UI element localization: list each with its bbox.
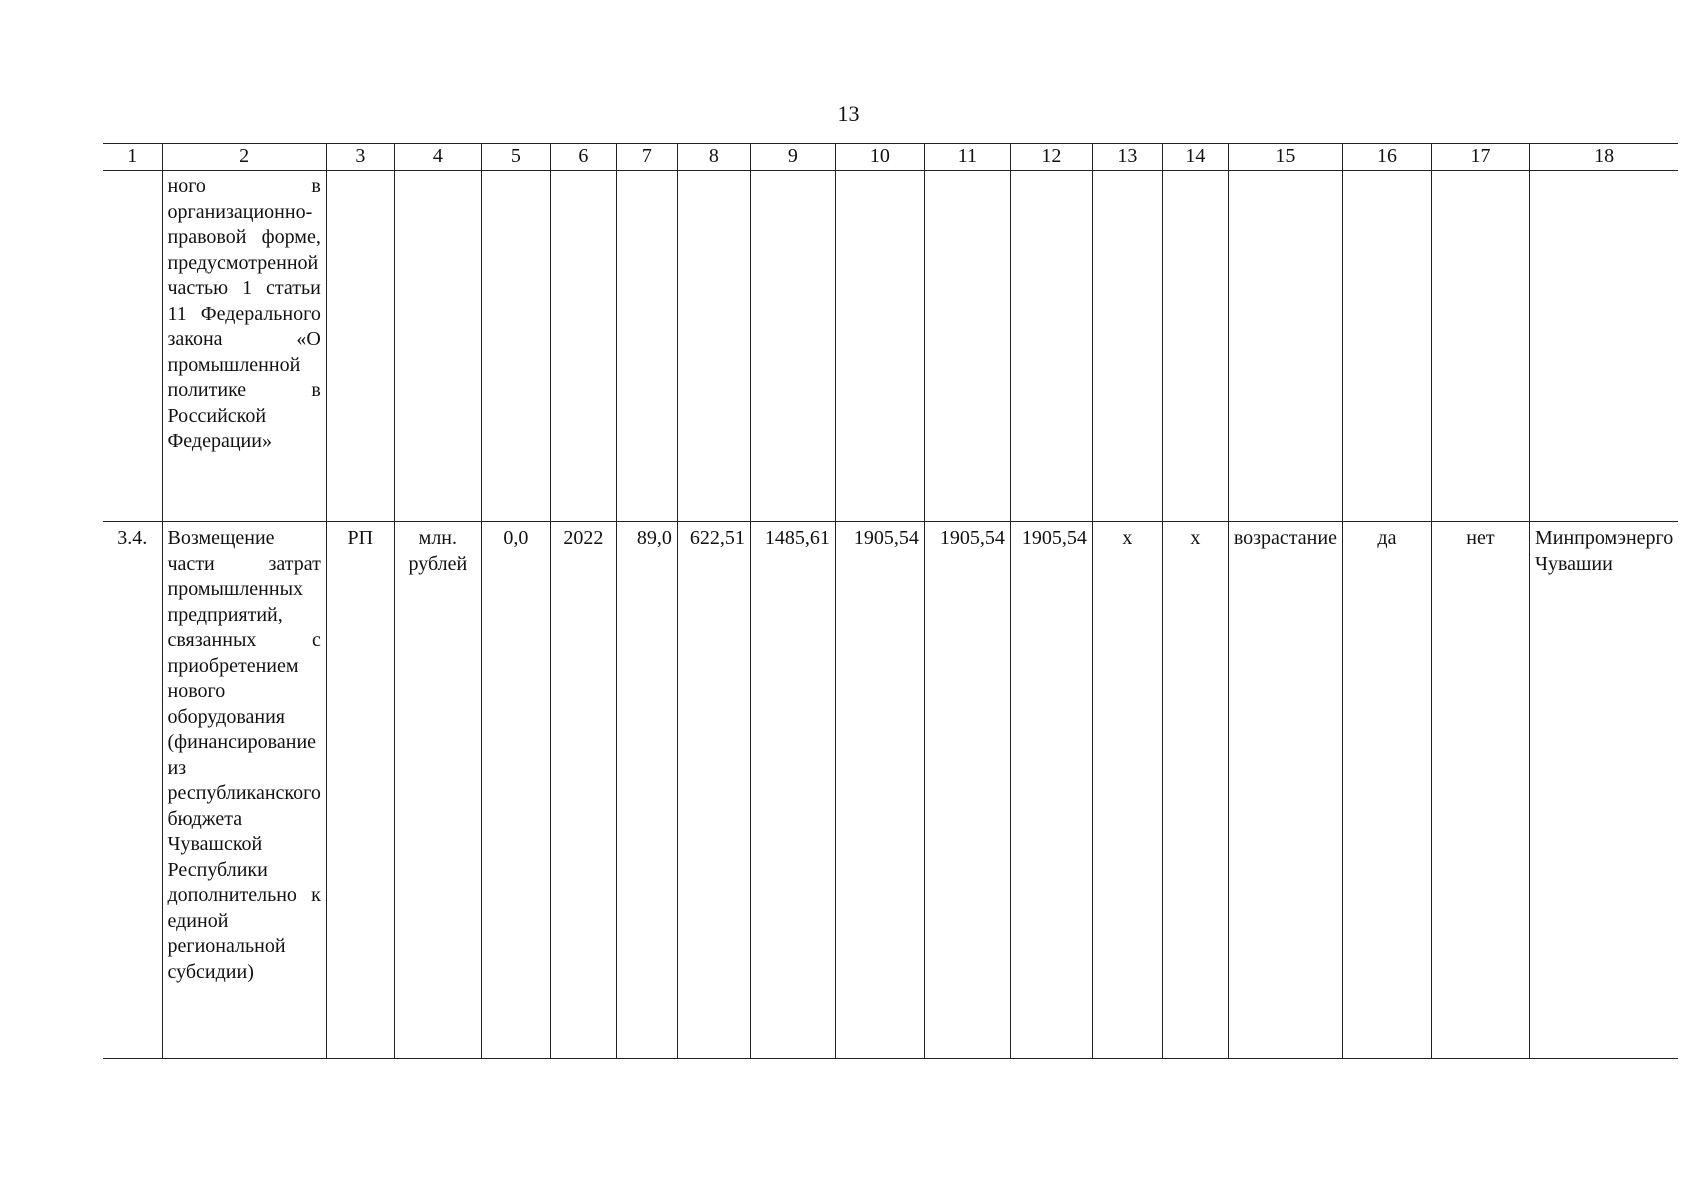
value-cell: 1905,54 — [924, 522, 1010, 1059]
header-row — [103, 144, 1678, 171]
mark-cell: х — [1092, 522, 1162, 1059]
row-number-cell: 3.4. — [103, 522, 162, 1059]
value-cell: 1905,54 — [835, 522, 924, 1059]
column-header: 3 — [326, 144, 394, 171]
table-cell — [481, 171, 550, 522]
column-header: 5 — [481, 144, 550, 171]
column-header: 11 — [924, 144, 1010, 171]
description-cell: ного в организационно-правовой форме, предусмотренной частью 1 статьи 11 Федерального закона «О промышленной политике в Российской Федерации» — [162, 171, 326, 522]
column-header: 7 — [616, 144, 677, 171]
table-cell — [677, 171, 750, 522]
value-cell: 89,0 — [616, 522, 677, 1059]
value-cell: 1905,54 — [1010, 522, 1092, 1059]
flag-cell: нет — [1431, 522, 1529, 1059]
column-header: 12 — [1010, 144, 1092, 171]
indicators-table — [103, 143, 1678, 1059]
column-header: 4 — [394, 144, 481, 171]
value-cell: 622,51 — [677, 522, 750, 1059]
column-header: 16 — [1342, 144, 1431, 171]
trend-cell: возрастание — [1228, 522, 1342, 1059]
flag-cell: да — [1342, 522, 1431, 1059]
column-header: 17 — [1431, 144, 1529, 171]
table-cell — [550, 171, 616, 522]
table-cell — [1431, 171, 1529, 522]
table-cell — [1010, 171, 1092, 522]
table-cell — [924, 171, 1010, 522]
row-number-cell — [103, 171, 162, 522]
table-cell — [1529, 171, 1678, 522]
table-cell — [394, 171, 481, 522]
table-cell — [1162, 171, 1228, 522]
column-header: 18 — [1529, 144, 1678, 171]
column-header: 2 — [162, 144, 326, 171]
table-cell — [616, 171, 677, 522]
page-number: 13 — [837, 101, 860, 126]
column-header: 13 — [1092, 144, 1162, 171]
table-cell — [1092, 171, 1162, 522]
table-cell — [1228, 171, 1342, 522]
description-cell: Возмещение части затрат промышленных предприятий, связанных с приобретением нового оборудования (финансирование из республиканского бюджета Чувашской Республики дополнительно к единой региональной субсидии) — [162, 522, 326, 1059]
column-header: 8 — [677, 144, 750, 171]
mark-cell: х — [1162, 522, 1228, 1059]
column-header: 10 — [835, 144, 924, 171]
value-cell: 1485,61 — [750, 522, 835, 1059]
table-cell — [835, 171, 924, 522]
value-cell: 0,0 — [481, 522, 550, 1059]
table-cell — [326, 171, 394, 522]
table-cell — [1342, 171, 1431, 522]
source-cell: РП — [326, 522, 394, 1059]
column-header: 1 — [103, 144, 162, 171]
responsible-cell: Минпромэнерго Чувашии — [1529, 522, 1678, 1059]
table-row — [103, 171, 1678, 522]
unit-cell: млн. рублей — [394, 522, 481, 1059]
column-header: 14 — [1162, 144, 1228, 171]
column-header: 6 — [550, 144, 616, 171]
year-cell: 2022 — [550, 522, 616, 1059]
column-header: 15 — [1228, 144, 1342, 171]
table-row — [103, 522, 1678, 1059]
table-cell — [750, 171, 835, 522]
column-header: 9 — [750, 144, 835, 171]
